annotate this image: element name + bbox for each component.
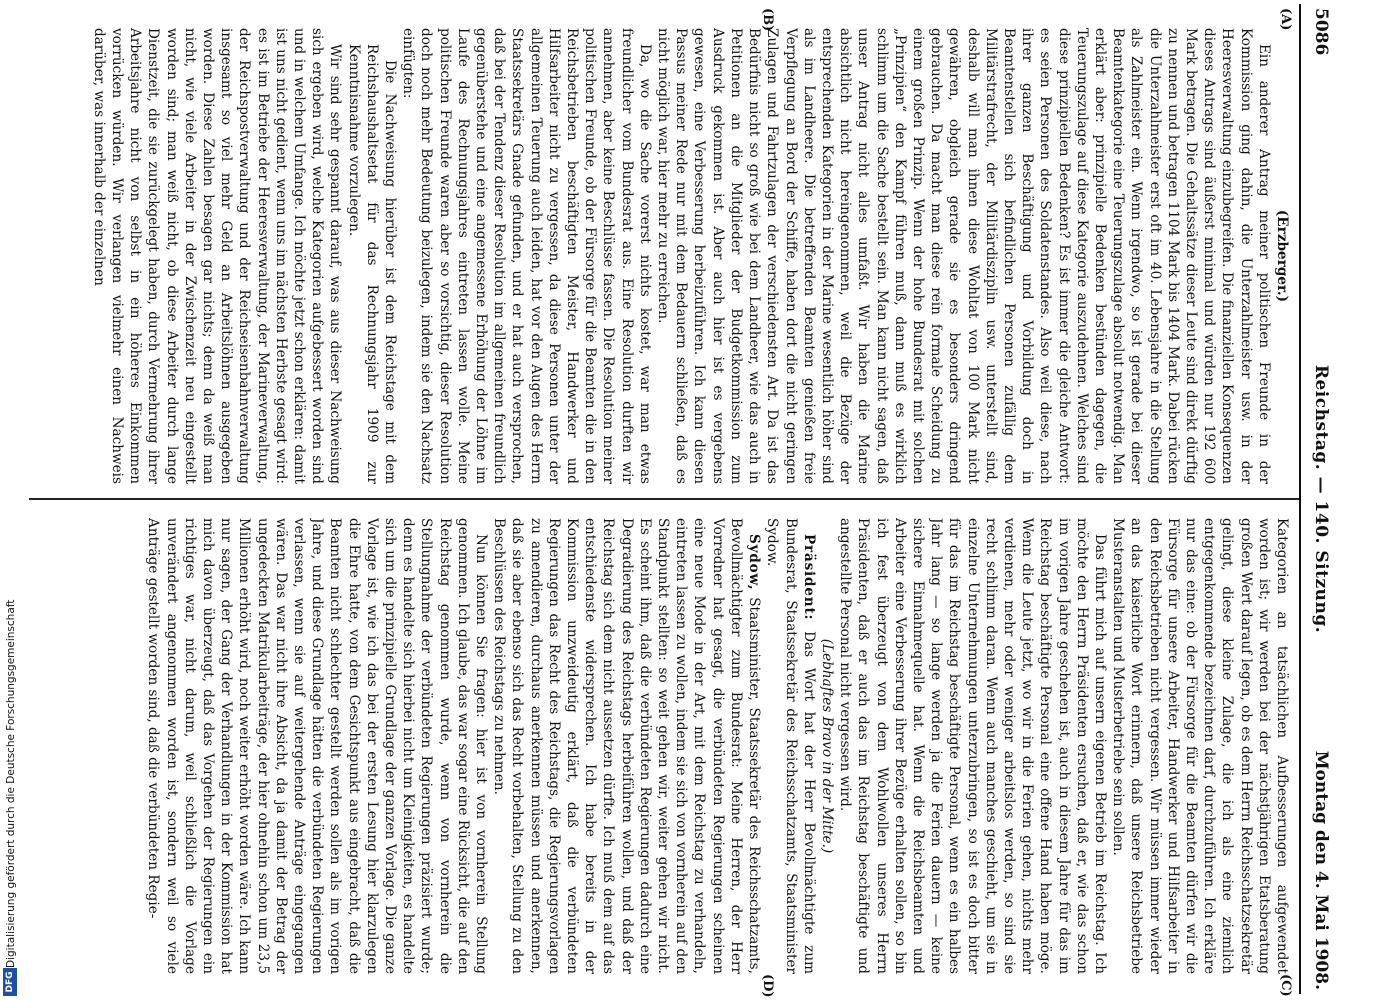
quoted-resolution: Die Nachweisung hierüber ist dem Reichstage mit dem Reichshaushaltsetat für das Rechnungsjahr 1909 zur Kenntnisnahme vorzulegen. [345, 44, 399, 484]
president-remark [763, 518, 818, 974]
right-column [29, 518, 1291, 974]
page-title: Reichstag. — 140. Sitzung. [1311, 364, 1331, 634]
rotated-page-content [19, 4, 1337, 998]
paragraph: Wir sind sehr gespannt darauf, was aus dieser Nachweisung sich ergeben wird, welche Kategorien aufgebessert worden sind und in welchem Umfange. Ich möchte jetzt schon erklären: damit ist uns nicht gedient, wenn uns im nächsten Herbste gesagt wird: es ist im Betriebe der Heeresverwaltung, der Marineverwaltung, der Reichspostverwaltung und der Reichseisenbahnverwaltung insgesamt so viel mehr Geld an Arbeitslöhnen ausgegeben worden. Diese Zahlen besagen gar nichts; denn da weiß man nicht, wie viele Arbeiter in der Zwischenzeit neu eingestellt worden sind; man weiß nicht, ob diese Arbeiter durch lange Dienstzeit, die sie zurückgelegt haben, durch Vermehrung ihrer Arbeitsjahre nicht von selbst in ein höheres Einkommen vorrücken würden. Wir verlangen vielmehr einen Nachweis darüber, was innerhalb der einzelnen [90, 28, 344, 484]
margin-mark-d: (D) [760, 974, 775, 998]
header-rule [1299, 4, 1301, 994]
speaker-name: Sydow, [746, 534, 763, 591]
paragraph: Ein anderer Antrag meiner politischen Freunde in der Kommission ging dahin, die Unterzahlmeister usw. in der Heeresverwaltung einzubegreifen. Die finanziellen Konsequenzen dieses Antrags sind äußerst minimal und würden nur 192 600 Mark betragen. Die Gehaltssätze dieser Leute sind direkt dürftig zu nennen und betragen 1104 Mark bis 1404 Mark. Dabei rücken die Unterzahlmeister erst oft im 40. Lebensjahre in die Stellung als Zahlmeister ein. Wenn irgendwo, so ist gerade bei dieser Beamtenkategorie eine Teuerungszulage absolut notwendig. Man erklärt aber: prinzipielle Bedenken bestünden dagegen, die Teuerungszulage auf diese Kategorie auszudehnen. Welches sind diese prinzipiellen Bedenken? Es ist immer die gleiche Antwort: es seien Personen des Soldatenstandes. Also weil diese, nach ihrer ganzen Beschäftigung und Vorbildung doch in Beamtenstellen sich befindlichen Personen zufällig dem Militärstrafrecht, der Militärdisziplin usw. unterstellt sind, deshalb will man ihnen diese Wohltat von 100 Mark nicht gewähren, obgleich gerade sie es besonders dringend gebrauchen. Da macht man diese rein formale Scheidung zu einem großen Prinzip. Wenn der hohe Bundesrat mit solchen „Prinzipien“ den Kampf führen muß, dann muß es wirklich schlimm um die Sache bestellt sein. Man kann nicht sagen, daß unser Antrag nicht alles umfaßt. Wir haben die Marine absichtlich nicht hereingenommen, weil die Bezüge der entsprechenden Kategorien in der Marine wesentlich höher sind als im Landheere. Die betreffenden Beamten genießen freie Verpflegung an Bord der Schiffe, haben dort die nicht geringen Zulagen und Fahrtzulagen der verschiedensten Art. Da ist das Bedürfnis nicht so groß wie bei dem Landheer, wie das auch in Petitionen an die Mitglieder der Budgetkommission zum Ausdruck gekommen ist. Aber auch hier ist es vergebens gewesen, eine Verbesserung herbeizuführen. Ich kann diesen Passus meiner Rede nur mit dem Bedauern schließen, daß es nicht möglich war, hier mehr zu erreichen. [655, 28, 1272, 484]
paragraph: Kategorien an tatsächlichen Aufbesserungen aufgewendet worden ist; wir werden bei der nächstjährigen Etatsberatung großen Wert darauf legen, ob es dem Herrn Reichsschatzsekretär gelingt, diese kleine Zulage, die ich als eine ziemlich entgegenkommende bezeichnen darf, durchzuführen. Ich erkläre nur das eine: ob der Fürsorge für die Beamten dürfen wir die Fürsorge für unsere Arbeiter, Handwerker und Hilfsarbeiter in den Reichsbetrieben nicht vergessen. Wir müssen immer wieder an das kaiserliche Wort erinnern, daß unsere Reichsbetriebe Musteranstalten und Musterbetriebe sein sollen. [1110, 518, 1290, 974]
credit-text: Digitalisierung gefördert durch die Deutsche Forschungsgemeinschaft [5, 599, 17, 968]
applause-note: (Lebhaftes Bravo in der Mitte.) [818, 638, 835, 854]
sydow-text: Staatsminister, Staatssekretär des Reichsschatzamts, Bevollmächtigter zum Bundesrat: Meine Herren, der Herr Vorredner hat gesagt, die verbündeten Regierungen scheinen eine neue Mode in der Art, mit dem Reichstag zu verhandeln, eintreten lassen zu wollen, indem sie sich von vornherein auf den Standpunkt stellten: so weit gehen wir, weiter gehen wir nicht. Es scheint ihm, daß die verbündeten Regierungen dadurch eine Degradierung des Reichstags herbeiführen wollen, und daß der Reichstag sich dem nicht aussetzen dürfte. Ich muß dem auf das entschiedenste widersprechen. Ich habe bereits in der Kommission unzweideutig erklärt, daß die verbündeten Regierungen das Recht des Reichstags, die Regierungsvorlagen zu amendieren, durchaus anerkennen müssen und anerkennen, daß sie aber ebenso sich das Recht vorbehalten, Stellung zu den Beschlüssen des Reichstags zu nehmen. [491, 518, 763, 974]
president-text: Das Wort hat der Herr Bevollmächtigte zum Bundesrat, Staatssekretär des Reichsschatzamts, Staatsminister Sydow. [764, 518, 817, 974]
paragraph: Da, wo die Sache vorerst nichts kostet, war man etwas freundlicher vom Bundesrat aus. Eine Resolution durften wir annehmen, aber keine Beschlüsse fassen. Die Resolution meiner politischen Freunde, ob der Fürsorge für die Beamten die in den Reichsbetrieben beschäftigten Meister, Handwerker und Hilfsarbeiter nicht zu vergessen, da diese Personen unter der allgemeinen Teuerung auch leiden, hat vor den Augen des Herrn Staatssekretärs Gnade gefunden, und er hat auch versprochen, daß bei der Tendenz dieser Resolution im allgemeinen freundlich gegenüberstehe und eine angemessene Erhöhung der Löhne im Laufe des Rechnungsjahres eintreten lassen wolle. Meine politischen Freunde waren aber so vorsichtig, dieser Resolution doch noch mehr Bedeutung beizulegen, indem sie den Nachsatz einfügten: [400, 28, 653, 484]
speaker-name: Präsident: [800, 534, 817, 621]
margin-mark-a: (A) [1278, 8, 1293, 31]
paragraph: Das führt mich auf unsern eigenen Betrieb im Reichstag. Ich möchte den Herrn Präsidenten ersuchen, daß er, wie das schon im vorigen Jahre geschehen ist, auch in diesem Jahre für das im Reichstag beschäftigte Personal eine offene Hand haben möge. Wenn die Leute jetzt, wo wir in die Ferien gehen, nichts mehr verdienen, mehr oder weniger arbeitslos werden, so sind sie recht schlimm daran. Wenn auch manches geschieht, um sie in einzelne Unternehmungen unterzubringen, so ist es doch bitter für das im Reichstag beschäftigte Personal, wenn es ein halbes Jahr lang — so lange werden ja die Ferien dauern — keine sichere Einnahmequelle hat. Wenn die Reichsbeamten und Arbeiter eine Verbesserung ihrer Bezüge erhalten sollen, so bin ich fest überzeugt von dem Wohlwollen unseres Herrn Präsidenten, daß er auch das im Reichstag beschäftigte und angestellte Personal nicht vergessen wird. [837, 518, 1108, 974]
paragraph: Nun können Sie fragen: hier ist von vornherein Stellung genommen. Ich glaube, das war sogar eine Rücksicht, die auf den Reichstag genommen wurde, wenn von vornherein die Stellungnahme der verbündeten Regierungen präzisiert wurde; denn es handelte sich hierbei nicht um Kleinigkeiten, es handelte sich um die prinzipielle Grundlage der ganzen Vorlage. Die ganze Vorlage ist, wie ich das bei der ersten Lesung hier klarzulegen die Ehre hatte, von dem Gesichtspunkt aus eingebracht, daß die Beamten nicht schlechter gestellt werden sollen als im vorigen Jahre, und diese Grundlage hätten die verbündeten Regierungen verlassen, wenn sie auf weitergehende Anträge eingegangen wären. Das war nicht ihre Absicht, da ja damit der Betrag der ungedeckten Matrikularbeiträge, der hier ohnehin schon um 23,5 Millionen erhöht wird, noch weiter erhöht worden wäre. Ich kann nur sagen, der Gang der Verhandlungen in der Kommission hat mich davon überzeugt, daß das Vorgehen der Regierungen ein richtiges war, nicht darum, weil schließlich die Vorlage unverändert angenommen worden ist, sondern weil so viele Anträge gestellt worden sind, daß die verbündeten Regie- [145, 518, 490, 974]
sydow-remark [490, 518, 763, 974]
page-number: 5086 [1311, 8, 1331, 56]
digitization-credit [4, 599, 22, 998]
page-header [1303, 4, 1337, 994]
left-column [29, 28, 1291, 484]
margin-mark-c: (C) [1278, 974, 1293, 997]
column-divider [29, 498, 1299, 500]
logo-text: DFG [5, 971, 15, 993]
speaker-tag: (Erzberger.) [1274, 209, 1290, 303]
dfg-logo [3, 968, 17, 996]
session-date: Montag den 4. Mai 1908. [1311, 750, 1331, 990]
margin-mark-b: (B) [760, 8, 775, 32]
